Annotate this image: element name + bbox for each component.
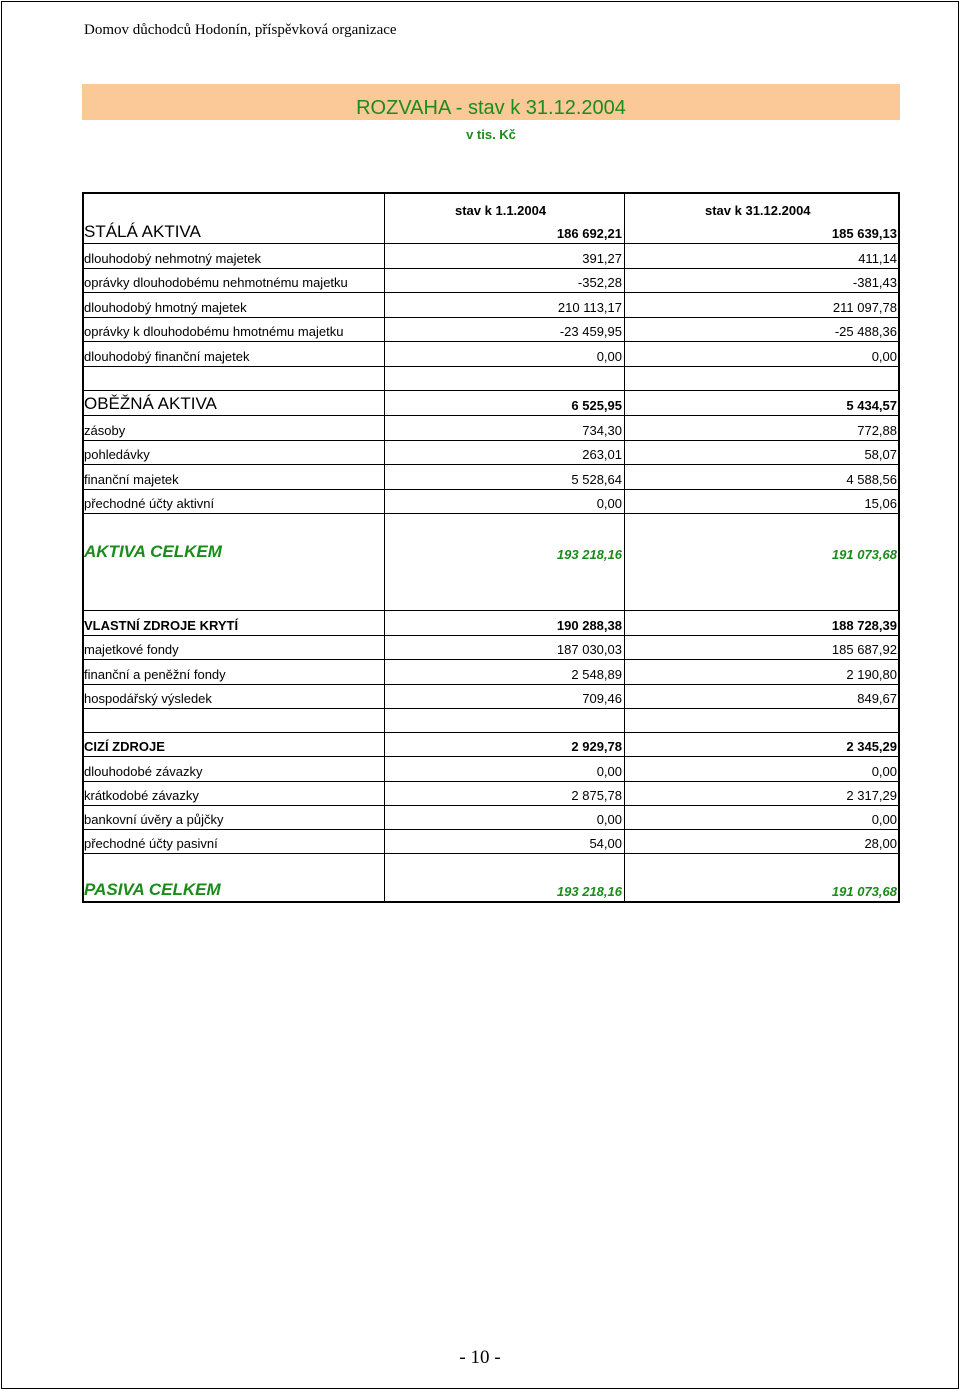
value-end: -25 488,36	[834, 324, 897, 339]
value-start: 2 548,89	[571, 667, 622, 682]
value-end: 15,06	[864, 496, 897, 511]
value-end: 2 317,29	[846, 788, 897, 803]
table-row	[84, 636, 898, 660]
value-end: 28,00	[864, 836, 897, 851]
value-end: 4 588,56	[846, 472, 897, 487]
page-number: - 10 -	[459, 1347, 501, 1368]
value-end: 2 190,80	[846, 667, 897, 682]
table-row	[84, 269, 898, 293]
value-start: 193 218,16	[556, 884, 622, 899]
value-start: 0,00	[596, 349, 622, 364]
row-label: dlouhodobý hmotný majetek	[84, 300, 247, 315]
value-end: 411,14	[858, 251, 897, 266]
column-header-end: stav k 31.12.2004	[705, 203, 811, 218]
value-end: 0,00	[871, 812, 897, 827]
table-row	[84, 416, 898, 441]
row-label: OBĚŽNÁ AKTIVA	[84, 394, 217, 413]
table-row	[84, 318, 898, 342]
table-row	[84, 830, 898, 854]
table-row	[84, 685, 898, 709]
unit-label: v tis. Kč	[466, 127, 516, 142]
value-start: 0,00	[596, 764, 622, 779]
value-start: 0,00	[596, 812, 622, 827]
row-label: VLASTNÍ ZDROJE KRYTÍ	[84, 618, 239, 633]
value-start: -352,28	[577, 275, 622, 290]
table-row	[84, 391, 898, 416]
row-label: přechodné účty aktivní	[84, 496, 215, 511]
table-row	[84, 441, 898, 465]
row-label: dlouhodobý nehmotný majetek	[84, 251, 262, 266]
value-end: 211 097,78	[832, 300, 897, 315]
value-start: 6 525,95	[571, 398, 622, 413]
row-label: PASIVA CELKEM	[84, 880, 221, 899]
row-label: finanční majetek	[84, 472, 179, 487]
value-start: 187 030,03	[556, 642, 622, 657]
table-row	[84, 782, 898, 806]
table-row	[84, 660, 898, 685]
table-row	[84, 219, 898, 244]
value-end: 185 639,13	[831, 226, 897, 241]
row-label: STÁLÁ AKTIVA	[84, 222, 201, 241]
value-start: 263,01	[582, 447, 622, 462]
row-label: oprávky k dlouhodobému hmotnému majetku	[84, 324, 344, 339]
value-end: 0,00	[871, 349, 897, 364]
column-header-start: stav k 1.1.2004	[455, 203, 547, 218]
value-start: 5 528,64	[571, 472, 622, 487]
row-label: zásoby	[84, 423, 126, 438]
row-label: hospodářský výsledek	[84, 691, 212, 706]
value-start: 193 218,16	[556, 547, 622, 562]
balance-sheet-table	[82, 192, 900, 903]
table-row	[84, 806, 898, 830]
row-label: finanční a peněžní fondy	[84, 667, 226, 682]
row-label: bankovní úvěry a půjčky	[84, 812, 224, 827]
spacer-row	[84, 709, 898, 733]
spacer-row	[84, 367, 898, 391]
value-start: -23 459,95	[559, 324, 622, 339]
value-start: 0,00	[596, 496, 622, 511]
table-row	[84, 854, 898, 901]
row-label: přechodné účty pasivní	[84, 836, 218, 851]
value-end: 5 434,57	[846, 398, 897, 413]
value-start: 210 113,17	[557, 300, 622, 315]
value-end: 58,07	[864, 447, 897, 462]
table-row	[84, 733, 898, 757]
table-row	[84, 342, 898, 367]
value-end: 191 073,68	[831, 884, 897, 899]
spacer-row	[84, 564, 898, 611]
value-start: 391,27	[582, 251, 622, 266]
value-end: 188 728,39	[831, 618, 897, 633]
row-label: majetkové fondy	[84, 642, 179, 657]
value-start: 186 692,21	[556, 226, 622, 241]
row-label: dlouhodobý finanční majetek	[84, 349, 250, 364]
row-label: AKTIVA CELKEM	[84, 542, 222, 561]
value-start: 709,46	[582, 691, 622, 706]
value-end: 0,00	[871, 764, 897, 779]
value-end: 191 073,68	[831, 547, 897, 562]
table-row	[84, 465, 898, 490]
value-end: 772,88	[857, 423, 897, 438]
organization-header: Domov důchodců Hodonín, příspěvková organizace	[84, 22, 397, 38]
table-row	[84, 757, 898, 782]
value-end: 185 687,92	[831, 642, 897, 657]
row-label: oprávky dlouhodobému nehmotnému majetku	[84, 275, 348, 290]
row-label: CIZÍ ZDROJE	[84, 739, 165, 754]
table-row	[84, 293, 898, 318]
table-row	[84, 611, 898, 636]
value-end: -381,43	[852, 275, 897, 290]
table-row	[84, 244, 898, 269]
row-label: krátkodobé závazky	[84, 788, 199, 803]
row-label: pohledávky	[84, 447, 150, 462]
value-end: 2 345,29	[846, 739, 897, 754]
value-start: 2 929,78	[571, 739, 622, 754]
table-row	[84, 514, 898, 564]
value-start: 190 288,38	[556, 618, 622, 633]
value-start: 2 875,78	[571, 788, 622, 803]
value-end: 849,67	[857, 691, 897, 706]
value-start: 54,00	[589, 836, 622, 851]
table-row	[84, 490, 898, 514]
report-title: ROZVAHA - stav k 31.12.2004	[356, 97, 626, 119]
value-start: 734,30	[582, 423, 622, 438]
row-label: dlouhodobé závazky	[84, 764, 203, 779]
